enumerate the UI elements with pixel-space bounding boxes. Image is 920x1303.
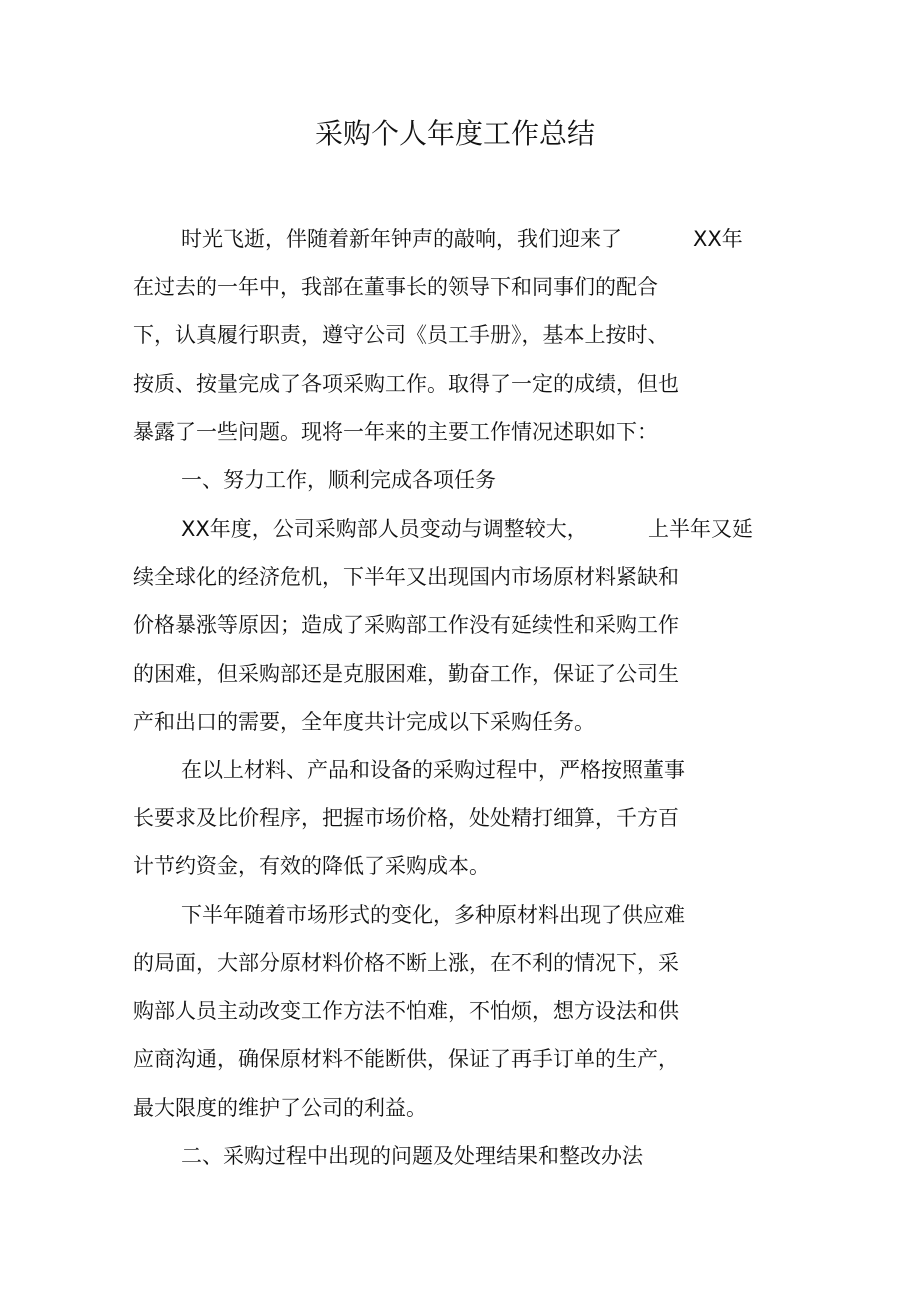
paragraph-line: XX年 xyxy=(693,227,743,251)
document-title: 采购个人年度工作总结 xyxy=(314,117,595,150)
paragraph-line: 购部人员主动改变工作方法不怕难，不怕烦，想方设法和供 xyxy=(133,999,679,1023)
paragraph-line: 在过去的一年中，我部在董事长的领导下和同事们的配合 xyxy=(133,275,658,299)
paragraph-line: 在以上材料、产品和设备的采购过程中，严格按照董事 xyxy=(181,758,685,782)
paragraph-line: 时光飞逝，伴随着新年钟声的敲响，我们迎来了 xyxy=(181,227,622,251)
paragraph-line: 下，认真履行职责，遵守公司《员工手册》，基本上按时、 xyxy=(133,323,669,347)
paragraph-line: 产和出口的需要，全年度共计完成以下采购任务。 xyxy=(133,710,595,734)
paragraph-line: 价格暴涨等原因；造成了采购部工作没有延续性和采购工作 xyxy=(133,613,679,637)
paragraph-line: 长要求及比价程序，把握市场价格，处处精打细算，千方百 xyxy=(133,806,679,830)
paragraph-line: 应商沟通，确保原材料不能断供，保证了再手订单的生产， xyxy=(133,1047,679,1071)
section-heading: 一、努力工作，顺利完成各项任务 xyxy=(181,468,496,492)
paragraph-line: 上半年又延 xyxy=(648,517,753,541)
paragraph-line: 暴露了一些问题。现将一年来的主要工作情况述职如下： xyxy=(133,420,658,444)
paragraph-line: 最大限度的维护了公司的利益。 xyxy=(133,1096,427,1120)
paragraph-line: 按质、按量完成了各项采购工作。取得了一定的成绩，但也 xyxy=(133,372,679,396)
paragraph-line: XX年度，公司采购部人员变动与调整较大， xyxy=(181,517,588,541)
paragraph-line: 下半年随着市场形式的变化，多种原材料出现了供应难 xyxy=(181,903,685,927)
paragraph-line: 计节约资金，有效的降低了采购成本。 xyxy=(133,854,490,878)
paragraph-line: 的局面，大部分原材料价格不断上涨，在不利的情况下，采 xyxy=(133,951,679,975)
section-heading: 二、采购过程中出现的问题及处理结果和整改办法 xyxy=(181,1144,643,1168)
paragraph-line: 的困难，但采购部还是克服困难，勤奋工作，保证了公司生 xyxy=(133,662,679,686)
paragraph-line: 续全球化的经济危机，下半年又出现国内市场原材料紧缺和 xyxy=(133,565,679,589)
